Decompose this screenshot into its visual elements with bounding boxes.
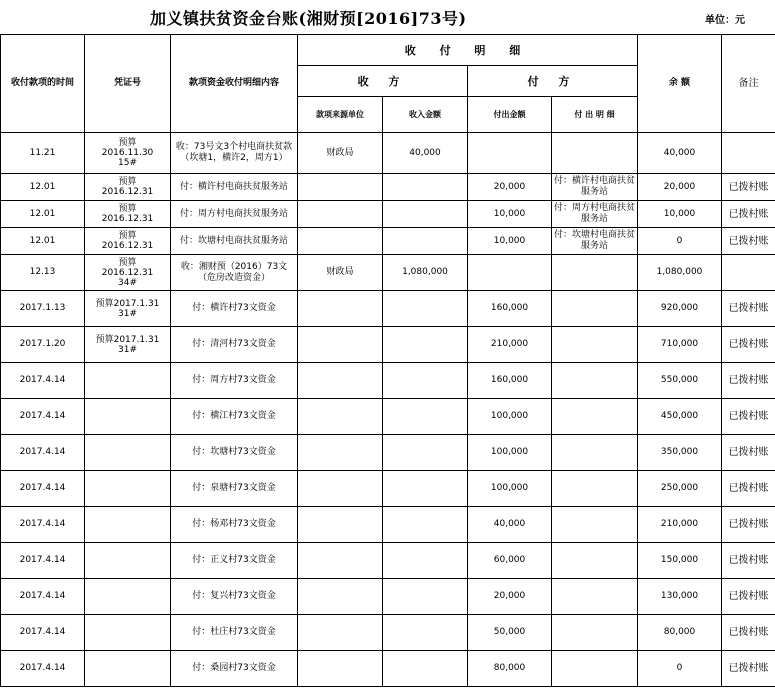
cell-income-source [298,174,383,201]
cell-date: 11.21 [1,133,85,174]
cell-expense-amount [468,255,552,291]
cell-date: 2017.4.14 [1,399,85,435]
cell-expense-amount: 80,000 [468,651,552,687]
cell-content: 付：坎塘村73文资金 [171,435,298,471]
cell-remark: 已拨村账 [722,399,775,435]
cell-balance: 550,000 [638,363,722,399]
cell-expense-amount: 100,000 [468,399,552,435]
cell-content: 付：周方村73文资金 [171,363,298,399]
cell-expense-detail [552,327,638,363]
cell-remark: 已拨村账 [722,228,775,255]
cell-income-amount [383,174,468,201]
header-date: 收付款项的时间 [1,35,85,133]
cell-balance: 40,000 [638,133,722,174]
cell-balance: 350,000 [638,435,722,471]
cell-voucher [85,579,171,615]
cell-voucher: 预算 2016.12.31 34# [85,255,171,291]
cell-balance: 150,000 [638,543,722,579]
header-balance: 余 额 [638,35,722,133]
cell-content: 付：横江村73文资金 [171,399,298,435]
cell-expense-detail [552,255,638,291]
table-row [1,327,775,363]
cell-income-source [298,228,383,255]
cell-date: 2017.1.20 [1,327,85,363]
cell-remark [722,133,775,174]
cell-content: 付：泉塘村73文资金 [171,471,298,507]
cell-income-source [298,435,383,471]
cell-remark: 已拨村账 [722,363,775,399]
header-income-amount: 收入金额 [383,97,468,133]
cell-balance: 450,000 [638,399,722,435]
table-row [1,435,775,471]
cell-remark: 已拨村账 [722,651,775,687]
cell-remark: 已拨村账 [722,327,775,363]
cell-remark: 已拨村账 [722,174,775,201]
cell-expense-amount: 20,000 [468,174,552,201]
header-expense-detail: 付 出 明 细 [552,97,638,133]
cell-date: 2017.1.13 [1,291,85,327]
cell-balance: 80,000 [638,615,722,651]
cell-date: 2017.4.14 [1,579,85,615]
cell-income-amount [383,363,468,399]
cell-income-amount [383,201,468,228]
cell-income-amount [383,228,468,255]
cell-income-amount [383,399,468,435]
cell-balance: 920,000 [638,291,722,327]
cell-expense-detail [552,291,638,327]
header-expense-amount: 付出金额 [468,97,552,133]
cell-income-source [298,327,383,363]
cell-balance: 20,000 [638,174,722,201]
table-row [1,651,775,687]
cell-income-source [298,363,383,399]
table-row [1,543,775,579]
header-remark: 备注 [722,35,775,133]
cell-income-source: 财政局 [298,133,383,174]
table-row [1,399,775,435]
cell-voucher: 预算2017.1.31 31# [85,291,171,327]
cell-income-amount [383,327,468,363]
cell-content: 付：坎塘村电商扶贫服务站 [171,228,298,255]
cell-voucher [85,435,171,471]
title-bar [0,0,775,34]
cell-income-amount [383,507,468,543]
cell-voucher [85,471,171,507]
cell-content: 收：73号文3个村电商扶贫款（坎塘1，横许2，周方1） [171,133,298,174]
header-group: 收 付 明 细 [298,35,638,66]
cell-date: 2017.4.14 [1,471,85,507]
cell-voucher [85,363,171,399]
cell-date: 2017.4.14 [1,615,85,651]
cell-balance: 130,000 [638,579,722,615]
cell-expense-detail: 付：坎塘村电商扶贫服务站 [552,228,638,255]
header-income-source: 款项来源单位 [298,97,383,133]
cell-expense-detail: 付：周方村电商扶贫服务站 [552,201,638,228]
cell-expense-amount [468,133,552,174]
cell-content: 付：复兴村73文资金 [171,579,298,615]
cell-expense-amount: 10,000 [468,228,552,255]
cell-expense-amount: 100,000 [468,435,552,471]
cell-income-source [298,651,383,687]
cell-expense-amount: 20,000 [468,579,552,615]
table-row [1,615,775,651]
table-row [1,363,775,399]
cell-date: 12.13 [1,255,85,291]
cell-expense-amount: 160,000 [468,363,552,399]
cell-income-source [298,615,383,651]
cell-date: 2017.4.14 [1,363,85,399]
cell-content: 付：杨邓村73文资金 [171,507,298,543]
cell-income-source [298,579,383,615]
cell-expense-amount: 10,000 [468,201,552,228]
cell-expense-amount: 50,000 [468,615,552,651]
cell-remark: 已拨村账 [722,579,775,615]
cell-expense-amount: 160,000 [468,291,552,327]
cell-content: 付：横许村73文资金 [171,291,298,327]
table-row [1,471,775,507]
cell-income-source [298,507,383,543]
cell-income-amount [383,615,468,651]
cell-voucher: 预算 2016.11.30 15# [85,133,171,174]
cell-content: 付：清河村73文资金 [171,327,298,363]
cell-remark: 已拨村账 [722,507,775,543]
cell-voucher: 预算 2016.12.31 [85,201,171,228]
cell-income-amount [383,435,468,471]
cell-expense-detail [552,471,638,507]
cell-expense-detail: 付：横许村电商扶贫服务站 [552,174,638,201]
cell-income-amount [383,543,468,579]
cell-expense-amount: 60,000 [468,543,552,579]
cell-voucher [85,543,171,579]
ledger-title: 加义镇扶贫资金台账(湘财预[2016]73号) [150,9,467,28]
cell-voucher: 预算2017.1.31 31# [85,327,171,363]
cell-expense-amount: 100,000 [468,471,552,507]
cell-income-source [298,543,383,579]
cell-expense-detail [552,435,638,471]
cell-income-source [298,471,383,507]
cell-voucher: 预算 2016.12.31 [85,228,171,255]
cell-date: 2017.4.14 [1,543,85,579]
cell-income-source [298,399,383,435]
cell-balance: 10,000 [638,201,722,228]
cell-expense-detail [552,579,638,615]
cell-voucher [85,615,171,651]
cell-voucher: 预算 2016.12.31 [85,174,171,201]
table-row [1,255,775,291]
cell-content: 付：桑园村73文资金 [171,651,298,687]
cell-date: 12.01 [1,174,85,201]
header-income: 收 方 [298,66,468,97]
cell-income-amount [383,291,468,327]
cell-expense-detail [552,133,638,174]
cell-expense-detail [552,615,638,651]
cell-expense-detail [552,399,638,435]
cell-content: 付：正义村73文资金 [171,543,298,579]
cell-income-amount [383,651,468,687]
cell-voucher [85,399,171,435]
cell-expense-amount: 210,000 [468,327,552,363]
cell-income-source [298,291,383,327]
table-row [1,133,775,174]
cell-expense-detail [552,363,638,399]
cell-income-amount: 1,080,000 [383,255,468,291]
cell-content: 付：横许村电商扶贫服务站 [171,174,298,201]
cell-balance: 1,080,000 [638,255,722,291]
cell-date: 12.01 [1,228,85,255]
cell-income-amount [383,579,468,615]
cell-voucher [85,507,171,543]
cell-remark: 已拨村账 [722,435,775,471]
cell-content: 收：湘财预（2016）73文（危房改造资金） [171,255,298,291]
cell-date: 2017.4.14 [1,507,85,543]
cell-income-source [298,201,383,228]
cell-remark [722,255,775,291]
cell-date: 12.01 [1,201,85,228]
table-row [1,507,775,543]
cell-balance: 250,000 [638,471,722,507]
cell-remark: 已拨村账 [722,201,775,228]
cell-balance: 710,000 [638,327,722,363]
cell-income-amount: 40,000 [383,133,468,174]
cell-expense-detail [552,543,638,579]
cell-content: 付：杜庄村73文资金 [171,615,298,651]
cell-remark: 已拨村账 [722,291,775,327]
header-voucher: 凭证号 [85,35,171,133]
table-row [1,228,775,255]
cell-balance: 210,000 [638,507,722,543]
cell-expense-detail [552,507,638,543]
cell-expense-detail [552,651,638,687]
header-expense: 付 方 [468,66,638,97]
cell-voucher [85,651,171,687]
table-row [1,201,775,228]
ledger-table [0,34,775,687]
table-row [1,174,775,201]
cell-income-source: 财政局 [298,255,383,291]
cell-date: 2017.4.14 [1,651,85,687]
cell-balance: 0 [638,228,722,255]
cell-expense-amount: 40,000 [468,507,552,543]
cell-remark: 已拨村账 [722,543,775,579]
cell-content: 付：周方村电商扶贫服务站 [171,201,298,228]
header-content: 款项资金收付明细内容 [171,35,298,133]
cell-date: 2017.4.14 [1,435,85,471]
cell-remark: 已拨村账 [722,615,775,651]
cell-income-amount [383,471,468,507]
cell-remark: 已拨村账 [722,471,775,507]
cell-balance: 0 [638,651,722,687]
table-row [1,579,775,615]
unit-label: 单位：元 [705,15,745,26]
table-row [1,291,775,327]
